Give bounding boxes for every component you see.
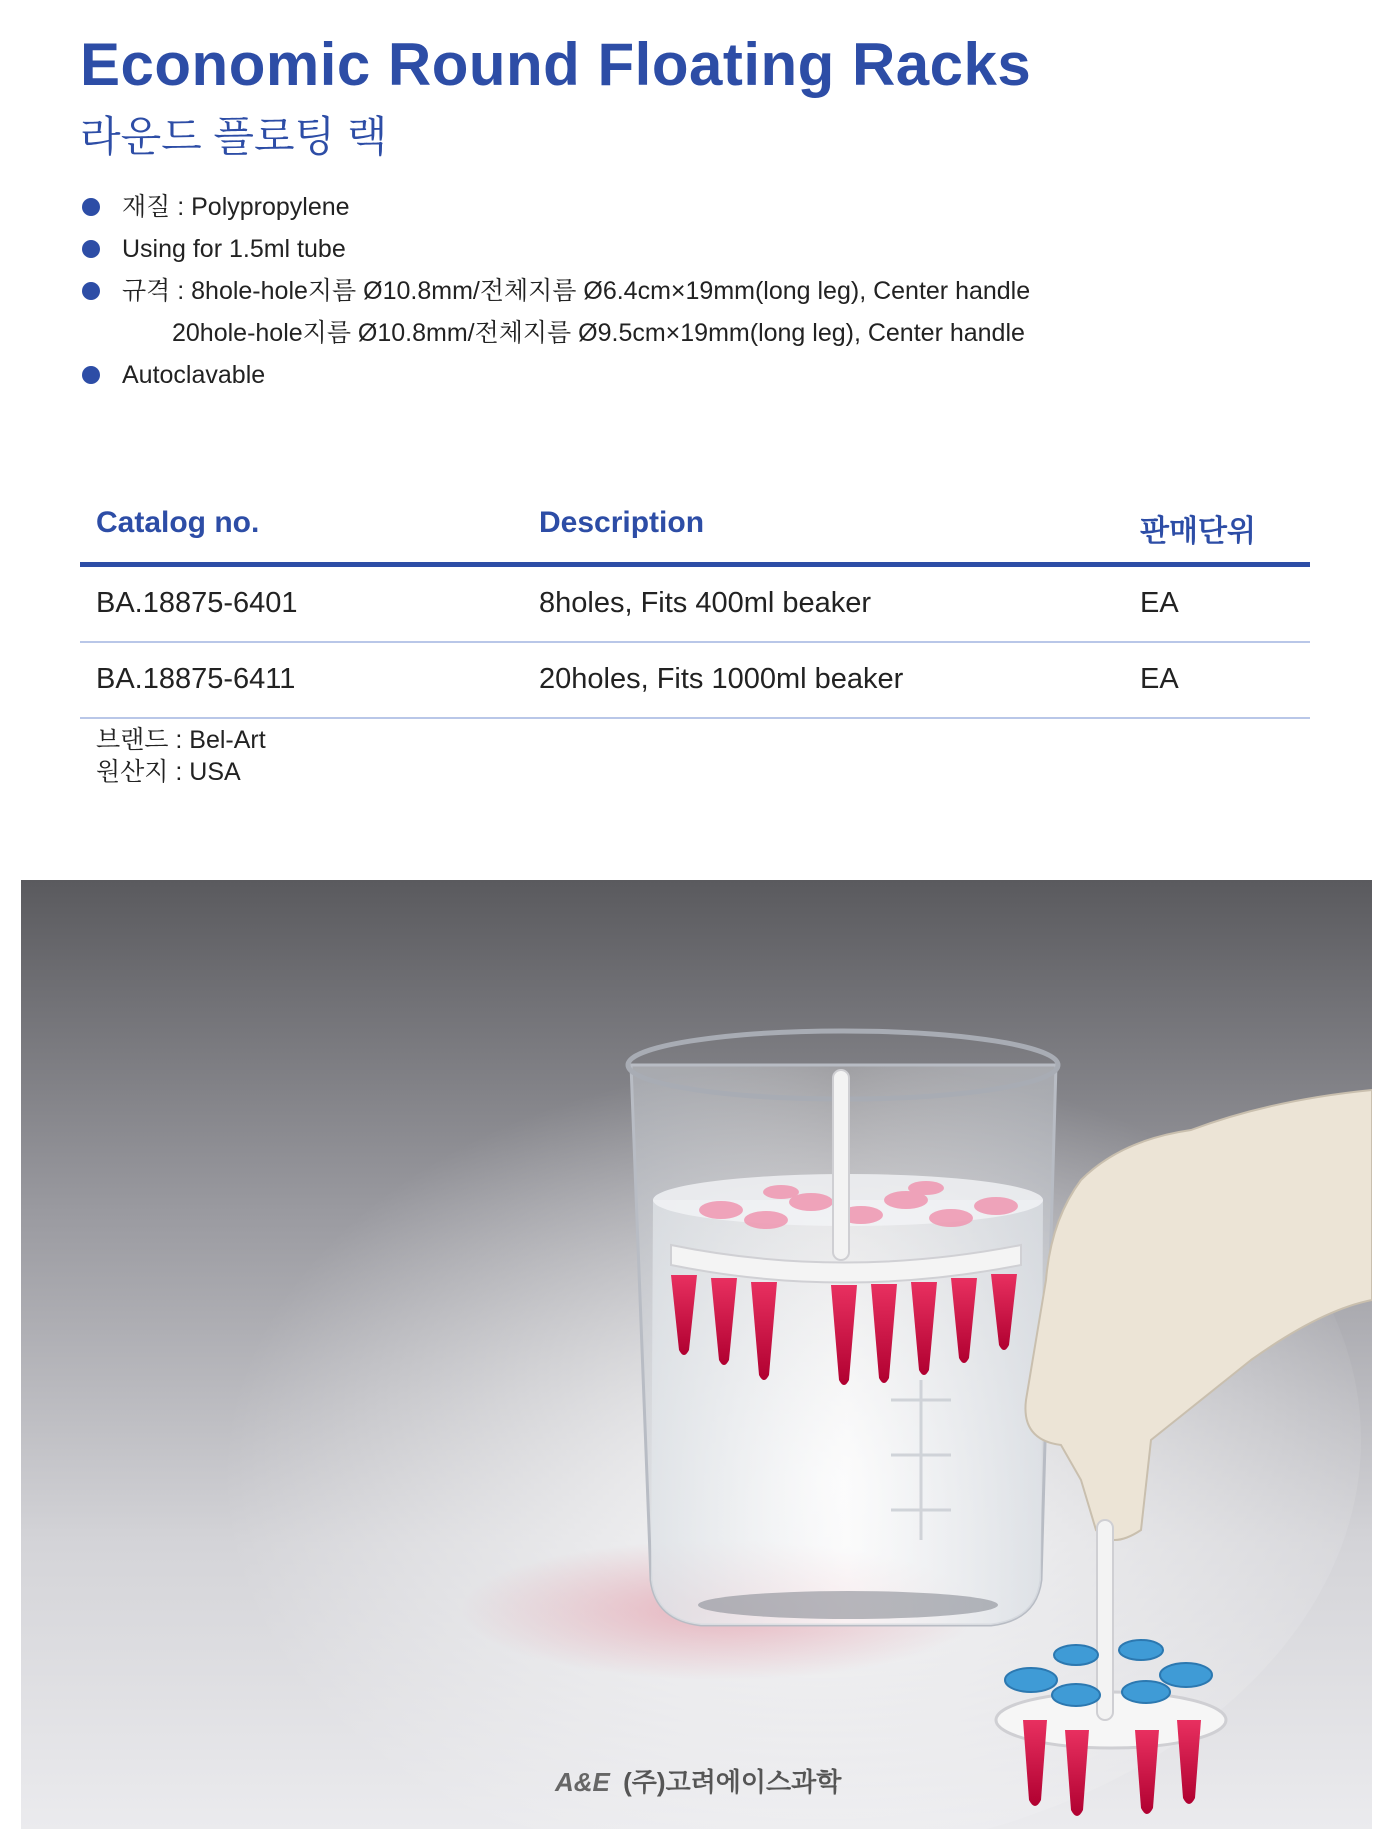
page-subtitle-korean: 라운드 플로팅 랙 [80,113,388,160]
spec-item-standard-continued [80,312,1080,354]
header-description: Description [539,506,705,539]
cell-description: 20holes, Fits 1000ml beaker [539,663,904,695]
spec-item-autoclave [80,354,1080,396]
product-photo-illustration [21,880,1372,1829]
company-name: (주)고려에이스과학 [623,1767,842,1797]
bullet-icon [82,198,100,216]
bullet-icon [82,282,100,300]
cell-sales-unit: EA [1140,663,1179,695]
bullet-icon [82,240,100,258]
product-photo [21,880,1372,1829]
spec-item-usage [80,228,1080,270]
spec-text: Autoclavable [122,361,266,389]
table-header [80,488,1310,567]
cell-description: 8holes, Fits 400ml beaker [539,587,872,619]
spec-text: 규격 : 8hole-hole지름 Ø10.8mm/전체지름 Ø6.4cm×19mm(long leg), Center handle [122,277,1031,305]
company-logo [555,1762,841,1799]
header-sales-unit: 판매단위 [1140,515,1256,548]
spec-list [80,186,1080,396]
brand-text: 브랜드 : Bel-Art [96,726,266,754]
table-row [80,643,1310,719]
page-title: Economic Round Floating Racks [80,31,1032,98]
table-row [80,567,1310,643]
spec-item-material [80,186,1080,228]
bullet-icon [82,366,100,384]
product-info [96,724,266,788]
origin-text: 원산지 : USA [96,758,241,786]
spec-item-standard [80,270,1080,312]
logo-mark-icon: A&E [555,1767,610,1797]
cell-catalog-no: BA.18875-6411 [96,663,296,695]
spec-text: 20hole-hole지름 Ø10.8mm/전체지름 Ø9.5cm×19mm(long leg), Center handle [172,319,1025,347]
header-catalog-no: Catalog no. [96,506,260,539]
cell-catalog-no: BA.18875-6401 [96,587,298,619]
spec-text: 재질 : Polypropylene [122,193,350,221]
spec-text: Using for 1.5ml tube [122,235,346,263]
catalog-table [80,488,1310,719]
cell-sales-unit: EA [1140,587,1179,619]
